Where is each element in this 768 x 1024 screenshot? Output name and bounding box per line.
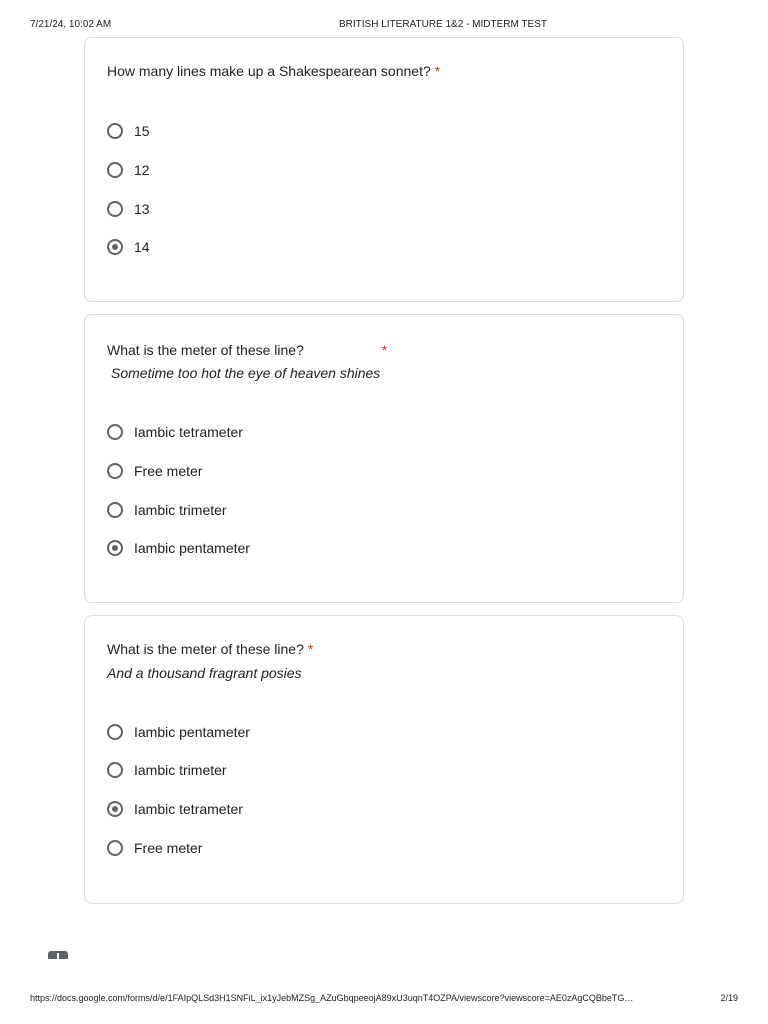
print-footer <box>0 993 768 1007</box>
question-text: What is the meter of these line? <box>107 342 304 358</box>
option-label: Free meter <box>134 840 203 856</box>
option-14[interactable] <box>107 236 150 258</box>
radio-unchecked-icon[interactable] <box>107 724 123 740</box>
option-15[interactable] <box>107 120 150 142</box>
question-title <box>107 342 387 358</box>
radio-unchecked-icon[interactable] <box>107 162 123 178</box>
document-title: BRITISH LITERATURE 1&2 - MIDTERM TEST <box>339 19 547 30</box>
option-12[interactable] <box>107 159 150 181</box>
question-card-3 <box>84 615 684 904</box>
option-label: 14 <box>134 239 150 255</box>
option-13[interactable] <box>107 198 150 220</box>
required-mark: * <box>381 342 388 358</box>
report-icon[interactable] <box>48 951 68 959</box>
print-header <box>0 19 768 33</box>
option-label: 13 <box>134 201 150 217</box>
option-label: Free meter <box>134 463 203 479</box>
option-label: 12 <box>134 162 150 178</box>
print-datetime: 7/21/24, 10:02 AM <box>30 19 112 30</box>
radio-unchecked-icon[interactable] <box>107 463 123 479</box>
radio-unchecked-icon[interactable] <box>107 424 123 440</box>
radio-unchecked-icon[interactable] <box>107 123 123 139</box>
option-label: Iambic trimeter <box>134 502 227 518</box>
required-mark: * <box>434 63 441 79</box>
radio-checked-icon[interactable] <box>107 239 123 255</box>
radio-unchecked-icon[interactable] <box>107 502 123 518</box>
option-label: Iambic tetrameter <box>134 424 243 440</box>
page-url: https://docs.google.com/forms/d/e/1FAIpQLSd3H1SNFiL_ix1yJebMZSg_AZuGbqpeeojA89xU3uqnT4OZPA/viewscore?viewscore=AE0zAgCQBbeTG… <box>30 993 634 1003</box>
radio-checked-icon[interactable] <box>107 540 123 556</box>
radio-checked-icon[interactable] <box>107 801 123 817</box>
radio-unchecked-icon[interactable] <box>107 201 123 217</box>
question-title <box>107 63 440 79</box>
option-iambic-tetrameter[interactable] <box>107 798 243 820</box>
option-iambic-pentameter[interactable] <box>107 537 250 559</box>
option-iambic-pentameter[interactable] <box>107 721 250 743</box>
option-label: 15 <box>134 123 150 139</box>
option-free-meter[interactable] <box>107 460 202 482</box>
question-card-1 <box>84 37 684 302</box>
option-label: Iambic pentameter <box>134 724 250 740</box>
question-subtitle: And a thousand fragrant posies <box>107 665 302 681</box>
option-label: Iambic trimeter <box>134 762 227 778</box>
option-iambic-trimeter[interactable] <box>107 759 227 781</box>
option-iambic-tetrameter[interactable] <box>107 421 243 443</box>
question-title <box>107 641 313 657</box>
page-indicator: 2/19 <box>720 993 738 1003</box>
option-label: Iambic tetrameter <box>134 801 243 817</box>
option-iambic-trimeter[interactable] <box>107 499 227 521</box>
option-free-meter[interactable] <box>107 837 202 859</box>
option-label: Iambic pentameter <box>134 540 250 556</box>
required-mark: * <box>307 641 314 657</box>
question-card-2 <box>84 314 684 603</box>
radio-unchecked-icon[interactable] <box>107 840 123 856</box>
question-text: How many lines make up a Shakespearean sonnet? <box>107 63 431 79</box>
question-subtitle: Sometime too hot the eye of heaven shines <box>111 365 381 381</box>
radio-unchecked-icon[interactable] <box>107 762 123 778</box>
question-text: What is the meter of these line? <box>107 641 304 657</box>
